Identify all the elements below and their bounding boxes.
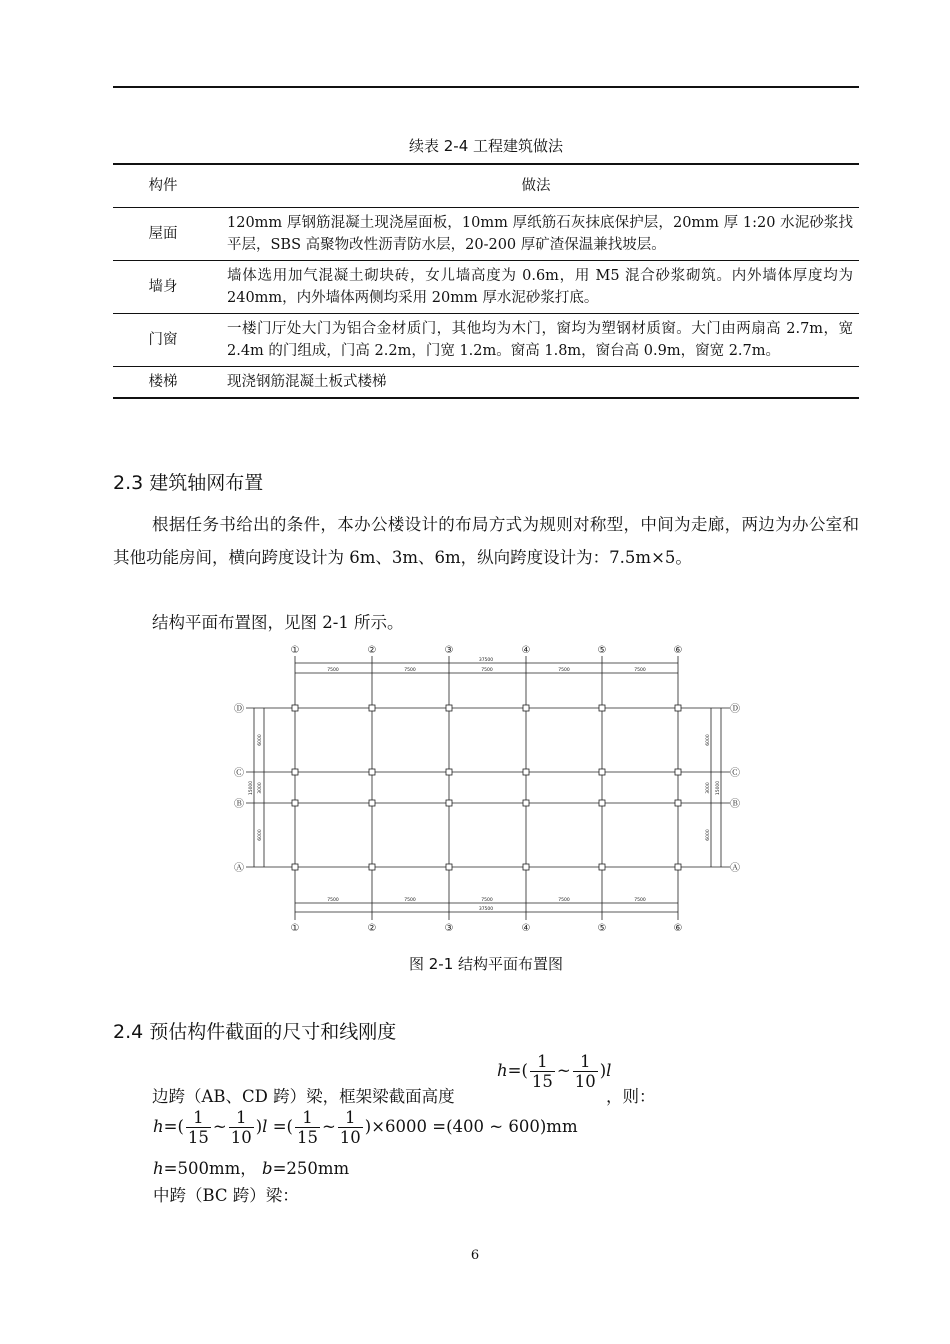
line-edge-span: 边跨（AB、CD 跨）梁，框架梁截面高度 <box>152 1087 455 1106</box>
axis-number: ⑤ <box>597 923 607 934</box>
formula-height-calc: h=( $\frac{1}{15}$ ~ $\frac{1}{10}$ )l =( $\frac{1}{15}$ ~ $\frac{1}{10}$ )×6000 =(400 ~ 600)mm <box>153 1108 578 1147</box>
dimension-total: 37500 <box>478 907 494 912</box>
axis-number: ① <box>290 645 300 656</box>
cell-component: 楼梯 <box>113 367 213 399</box>
cell-component: 墙身 <box>113 261 213 314</box>
dimension-span: 7500 <box>558 898 570 903</box>
dimension-total: 37500 <box>478 658 494 663</box>
cell-method: 120mm 厚钢筋混凝土现浇屋面板，10mm 厚纸筋石灰抹底保护层，20mm 厚 1:20 水泥砂浆找平层，SBS 高聚物改性沥青防水层，20-200 厚矿渣保温兼找坡层。 <box>213 208 859 261</box>
axis-letter: Ⓑ <box>730 799 740 810</box>
table-header-method: 做法 <box>213 164 859 208</box>
column-markers <box>292 705 681 870</box>
figure-caption: 图 2-1 结构平面布置图 <box>408 955 564 973</box>
dimension-side: 6000 <box>706 829 711 841</box>
cell-method: 一楼门厅处大门为铝合金材质门，其他均为木门，窗均为塑钢材质窗。大门由两扇高 2.7m，宽 2.4m 的门组成，门高 2.2m，门宽 1.2m。窗高 1.8m，窗台高 0.9m，窗宽 2.7m。 <box>213 314 859 367</box>
paragraph-axis-grid: 根据任务书给出的条件，本办公楼设计的布局方式为规则对称型，中间为走廊，两边为办公室和其他功能房间，横向跨度设计为 6m、3m、6m，纵向跨度设计为：7.5m×5。 <box>113 515 859 567</box>
axis-letter: Ⓒ <box>234 768 244 779</box>
axis-letter: Ⓐ <box>234 863 244 874</box>
axis-number: ⑤ <box>597 645 607 656</box>
dimension-span: 7500 <box>634 668 646 673</box>
table-row <box>113 314 859 367</box>
dimension-side-total: 15000 <box>249 780 254 796</box>
page-number: 6 <box>470 1248 480 1263</box>
dimension-span: 7500 <box>634 898 646 903</box>
axis-number: ⑥ <box>673 645 683 656</box>
table-row <box>113 367 859 399</box>
axis-letter: Ⓐ <box>730 863 740 874</box>
dimension-side: 6000 <box>258 829 263 841</box>
axis-number: ④ <box>521 645 531 656</box>
axis-number: ② <box>367 923 377 934</box>
axis-number: ⑥ <box>673 923 683 934</box>
axis-letter: Ⓓ <box>234 704 244 715</box>
dimension-side-total: 15000 <box>716 780 721 796</box>
formula-result: h=500mm， b=250mm <box>153 1159 350 1178</box>
line-edge-span-tail: ，则： <box>606 1087 656 1106</box>
axis-letter: Ⓑ <box>234 799 244 810</box>
cell-component: 屋面 <box>113 208 213 261</box>
line-mid-span: 中跨（BC 跨）梁： <box>153 1186 299 1205</box>
table-header-component: 构件 <box>113 164 213 208</box>
dimension-side: 6000 <box>258 734 263 746</box>
axis-number: ① <box>290 923 300 934</box>
header-rule <box>113 86 859 88</box>
structural-plan-figure <box>228 640 748 936</box>
construction-method-table <box>113 163 859 399</box>
dimension-span: 7500 <box>327 668 339 673</box>
axis-letter: Ⓒ <box>730 768 740 779</box>
table-caption: 续表 2-4 工程建筑做法 <box>408 137 564 155</box>
dimension-span: 7500 <box>404 668 416 673</box>
formula-height-range: h=( $\frac{1}{15}$ ~ $\frac{1}{10}$ )l <box>497 1052 612 1091</box>
section-heading-2-3: 2.3 建筑轴网布置 <box>113 472 264 494</box>
section-heading-2-4: 2.4 预估构件截面的尺寸和线刚度 <box>113 1021 397 1043</box>
dimension-side: 3000 <box>258 782 263 794</box>
cell-component: 门窗 <box>113 314 213 367</box>
axis-letter: Ⓓ <box>730 704 740 715</box>
axis-number: ④ <box>521 923 531 934</box>
axis-number: ② <box>367 645 377 656</box>
dimension-span: 7500 <box>327 898 339 903</box>
table-row <box>113 208 859 261</box>
dimension-span: 7500 <box>404 898 416 903</box>
dimension-span: 7500 <box>481 898 493 903</box>
axis-number: ③ <box>444 923 454 934</box>
paragraph-figure-ref: 结构平面布置图，见图 2-1 所示。 <box>152 613 404 632</box>
table-row <box>113 261 859 314</box>
dimension-side: 6000 <box>706 734 711 746</box>
cell-method: 现浇钢筋混凝土板式楼梯 <box>213 367 859 399</box>
cell-method: 墙体选用加气混凝土砌块砖，女儿墙高度为 0.6m，用 M5 混合砂浆砌筑。内外墙体厚度均为 240mm，内外墙体两侧均采用 20mm 厚水泥砂浆打底。 <box>213 261 859 314</box>
axis-number: ③ <box>444 645 454 656</box>
dimension-side: 3000 <box>706 782 711 794</box>
dimension-span: 7500 <box>558 668 570 673</box>
dimension-span: 7500 <box>481 668 493 673</box>
